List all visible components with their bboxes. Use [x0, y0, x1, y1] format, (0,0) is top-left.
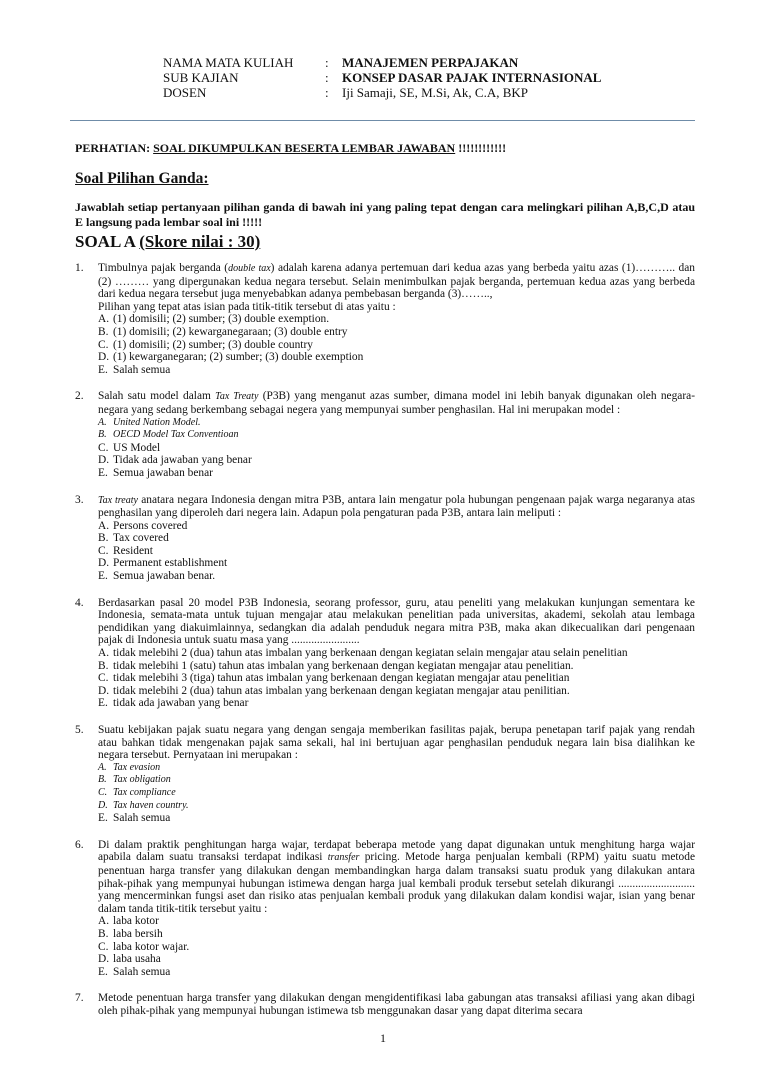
option-text: Tax haven country.: [113, 799, 189, 811]
question-number: 7.: [75, 992, 84, 1005]
stem-text: ) adalah karena adanya pertemuan dari kedua azas yang berbeda yaitu azas (1)……….. dan (2) ……… yang dipergunakan kedua negara tersebut. Selain menimbulkan pajak berganda, pertemuan kedua azas yang berbeda dari kedua negara tersebut juga menyebabkan adanya pembebasan berganda (3)……..,: [98, 262, 696, 301]
option-text: Tax evasion: [113, 761, 161, 773]
italic-term: double tax: [228, 263, 271, 274]
answer-option[interactable]: [98, 787, 695, 800]
answer-option[interactable]: [98, 774, 695, 787]
answer-option[interactable]: [98, 364, 695, 377]
italic-term: Tax Treaty: [215, 391, 259, 403]
answer-option[interactable]: [98, 928, 695, 941]
option-letter: D.: [98, 557, 110, 570]
option-text: Semua jawaban benar: [113, 466, 213, 479]
option-text: (1) domisili; (2) kewarganegaraan; (3) double entry: [113, 325, 348, 338]
question-6: [75, 839, 695, 979]
option-text: tidak ada jawaban yang benar: [113, 697, 249, 710]
option-text: tidak melebihi 1 (satu) tahun atas imbalan yang berkenaan dengan kegiatan mengajar atau penelitian.: [113, 659, 574, 672]
option-letter: A.: [98, 416, 107, 428]
option-letter: D.: [98, 454, 110, 467]
soal-heading: [75, 232, 695, 252]
stem-text: Metode penentuan harga transfer yang dilakukan dengan mengidentifikasi laba gabungan atas transaksi afiliasi yang akan dibagi oleh pihak-pihak yang mempunyai hubungan istimewa tsb menggunakan dasar yang dapat diterima secara: [98, 992, 695, 1017]
header-colon: :: [325, 85, 329, 100]
notice: [75, 141, 695, 156]
option-text: US Model: [113, 441, 161, 454]
stem-text: Suatu kebijakan pajak suatu negara yang dengan sengaja memberikan fasilitas pajak, berupa penetapan tarif pajak yang rendah atau bahkan tidak mengenakan pajak sama sekali, hal ini bertujuan agar penghasilan penduduk negara lain bisa dialihkan ke negara tersebut. Pernyataan ini merupakan :: [98, 724, 695, 762]
stem-text: Timbulnya pajak berganda (: [98, 262, 229, 274]
stem-text: Salah satu model dalam: [98, 390, 216, 403]
option-letter: D.: [98, 799, 108, 811]
option-text: (1) domisili; (2) sumber; (3) double country: [113, 338, 313, 351]
soal-score: (Skore nilai : 30): [139, 232, 261, 251]
option-text: United Nation Model.: [113, 416, 201, 428]
option-letter: D.: [98, 351, 110, 364]
answer-option[interactable]: [98, 532, 695, 545]
option-text: Tax covered: [113, 532, 169, 545]
question-stem: [98, 597, 695, 647]
instruction: Jawablah setiap pertanyaan pilihan ganda di bawah ini yang paling tepat dengan cara melingkari pilihan A,B,C,D atau E langsung pada lembar soal ini !!!!!: [75, 200, 695, 229]
stem-text: Di dalam praktik penghitungan harga wajar, terdapat beberapa metode yang dapat digunakan untuk menghitung harga wajar apabila dalam suatu transaksi terdapat indikasi: [98, 838, 695, 864]
stem-text: Berdasarkan pasal 20 model P3B Indonesia, seorang professor, guru, atau peneliti yang melakukan kunjungan sementara ke Indonesia, semata-mata untuk tujuan mengajar atau melakukan penelitian pada universitas, akademi, sekolah atau lembaga pendidikan yang diakuimlainnya, sedangkan dia adalah penduduk negara mitra P3B, maka akan dikecualikan dari pengenaan pajak di Indonesia untuk suatu masa yang ........................: [98, 596, 695, 647]
answer-option[interactable]: [98, 326, 695, 339]
option-letter: B.: [98, 659, 109, 672]
answer-option[interactable]: [98, 800, 695, 813]
answer-option[interactable]: [98, 915, 695, 928]
answer-option[interactable]: [98, 351, 695, 364]
option-letter: C.: [98, 544, 109, 557]
option-text: laba kotor: [113, 915, 159, 928]
option-text: Tax obligation: [113, 774, 171, 786]
question-stem: [98, 262, 695, 313]
option-text: laba bersih: [113, 927, 163, 940]
option-letter: B.: [98, 532, 109, 545]
question-stem: [98, 839, 695, 916]
option-letter: D.: [98, 684, 110, 697]
option-text: Salah semua: [113, 812, 171, 825]
option-text: laba kotor wajar.: [113, 940, 190, 953]
answer-option[interactable]: [98, 417, 695, 430]
option-text: Persons covered: [113, 519, 188, 532]
option-letter: A.: [98, 519, 110, 532]
option-letter: A.: [98, 313, 110, 326]
option-letter: E.: [98, 466, 108, 479]
option-text: Permanent establishment: [113, 557, 228, 570]
option-letter: C.: [98, 338, 109, 351]
answer-option[interactable]: [98, 520, 695, 533]
header-label: DOSEN: [163, 85, 207, 100]
answer-option[interactable]: [98, 570, 695, 583]
option-letter: E.: [98, 965, 108, 978]
answer-option[interactable]: [98, 339, 695, 352]
option-letter: B.: [98, 927, 109, 940]
answer-option[interactable]: [98, 697, 695, 710]
option-letter: C.: [98, 672, 109, 685]
answer-option[interactable]: [98, 545, 695, 558]
question-stem: [98, 724, 695, 762]
question-number: 6.: [75, 838, 84, 851]
option-letter: A.: [98, 761, 107, 773]
option-letter: A.: [98, 647, 110, 660]
stem-text: anatara negara Indonesia dengan mitra P3B, antara lain mengatur pola hubungan pengenaan pajak warga negaranya atas penghasilan yang diperoleh dari negera lain. Adapun pola pengaturan pada P3B, antara lain meliputi :: [98, 493, 695, 520]
header-colon: :: [325, 55, 329, 70]
option-letter: C.: [98, 786, 108, 798]
option-letter: B.: [98, 774, 107, 786]
option-letter: E.: [98, 570, 108, 583]
soal-prefix: SOAL A: [75, 232, 140, 251]
answer-option[interactable]: [98, 672, 695, 685]
option-text: Resident: [113, 544, 153, 557]
option-text: Salah semua: [113, 965, 171, 978]
answer-option[interactable]: [98, 454, 695, 467]
section-title: Soal Pilihan Ganda:: [75, 170, 209, 187]
document-body: [75, 0, 695, 1075]
answer-option[interactable]: [98, 966, 695, 979]
page-number: 1: [380, 1031, 386, 1046]
header-value: Iji Samaji, SE, M.Si, Ak, C.A, BKP: [342, 85, 528, 100]
question-number: 3.: [75, 493, 84, 506]
answer-option[interactable]: [98, 647, 695, 660]
option-letter: B.: [98, 429, 107, 441]
header-value: MANAJEMEN PERPAJAKAN: [342, 55, 519, 70]
italic-term: Tax treaty: [98, 494, 138, 506]
question-5: [75, 724, 695, 825]
question-list: [75, 262, 695, 1017]
option-letter: C.: [98, 940, 109, 953]
answer-option[interactable]: [98, 467, 695, 480]
answer-option[interactable]: [98, 313, 695, 326]
notice-suffix: !!!!!!!!!!!!: [455, 141, 507, 155]
notice-prefix: PERHATIAN:: [75, 141, 154, 155]
question-2: [75, 390, 695, 479]
answer-option[interactable]: [98, 442, 695, 455]
question-4: [75, 597, 695, 710]
option-text: OECD Model Tax Conventioan: [113, 429, 239, 441]
option-text: Semua jawaban benar.: [113, 570, 216, 583]
option-letter: E.: [98, 363, 108, 376]
question-number: 2.: [75, 390, 84, 403]
option-letter: B.: [98, 325, 109, 338]
italic-term: transfer: [327, 852, 360, 864]
option-letter: E.: [98, 812, 108, 825]
option-letter: D.: [98, 953, 110, 966]
answer-option[interactable]: [98, 812, 695, 825]
question-stem: [98, 992, 695, 1017]
option-text: Tidak ada jawaban yang benar: [113, 454, 252, 467]
option-text: tidak melebihi 2 (dua) tahun atas imbalan yang berkenaan dengan kegiatan selain mengajar atau selain penelitian: [113, 647, 628, 660]
header-label: SUB KAJIAN: [163, 70, 239, 85]
option-text: Salah semua: [113, 363, 171, 376]
question-number: 1.: [75, 262, 84, 274]
question-7: [75, 992, 695, 1017]
answer-option[interactable]: [98, 941, 695, 954]
answer-option[interactable]: [98, 557, 695, 570]
stem-text: Pilihan yang tepat atas isian pada titik-titik tersebut di atas yaitu :: [98, 300, 396, 313]
question-3: [75, 494, 695, 583]
question-number: 5.: [75, 724, 84, 736]
option-text: laba usaha: [113, 953, 161, 966]
header-value: KONSEP DASAR PAJAK INTERNASIONAL: [342, 70, 602, 85]
answer-option[interactable]: [98, 953, 695, 966]
option-letter: A.: [98, 915, 110, 928]
answer-option[interactable]: [98, 660, 695, 673]
option-letter: C.: [98, 441, 109, 454]
stem-text: (P3B) yang menganut azas sumber, dimana model ini lebih banyak digunakan oleh negara-negara yang sedang berkembang sebagai negera yang mempunyai sumber penghasilan. Hal ini merupakan model :: [98, 390, 695, 416]
answer-option[interactable]: [98, 429, 695, 442]
option-text: tidak melebihi 2 (dua) tahun atas imbalan yang berkenaan dengan kegiatan mengajar atau penilitian.: [113, 684, 570, 697]
header-colon: :: [325, 70, 329, 85]
answer-option[interactable]: [98, 685, 695, 698]
question-number: 4.: [75, 596, 84, 609]
option-text: (1) kewarganegaran; (2) sumber; (3) double exemption: [113, 351, 364, 364]
question-stem: [98, 390, 695, 416]
option-text: tidak melebihi 3 (tiga) tahun atas imbalan yang berkenaan dengan kegiatan mengajar atau penelitian: [113, 672, 570, 685]
option-text: Tax compliance: [113, 786, 176, 798]
option-letter: E.: [98, 697, 108, 710]
option-text: (1) domisili; (2) sumber; (3) double exemption.: [113, 313, 330, 326]
answer-option[interactable]: [98, 762, 695, 775]
notice-underlined: SOAL DIKUMPULKAN BESERTA LEMBAR JAWABAN: [153, 141, 456, 155]
stem-text: pricing. Metode harga penjualan kembali (RPM) yaitu suatu metode penentuan harga transfer yang dilakukan dengan membandingkan harga dalam transaksi suatu produk yang dilakukan antara pihak-pihak yang mempunyai hubungan istimewa dengan harga jual kembali produk tersebut setelah dikurangi ........................... yang mencerminkan fungsi aset dan risiko atas penjualan kembali produk yang dilakukan dalam kondisi wajar, isian yang benar dalam tanda titik-titik tersebut yaitu :: [98, 851, 695, 915]
header-label: NAMA MATA KULIAH: [163, 55, 294, 70]
question-1: [75, 262, 695, 376]
question-stem: [98, 494, 695, 520]
